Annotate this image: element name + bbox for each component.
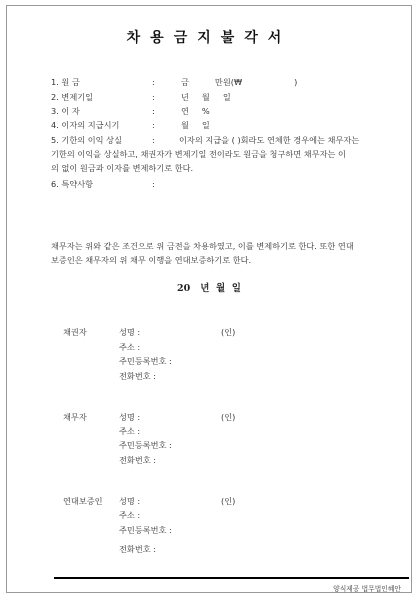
name-label: 성명 :	[119, 496, 141, 506]
phone-label: 전화번호 :	[119, 455, 156, 465]
document-page	[6, 5, 412, 593]
term-value: 연 %	[181, 106, 210, 116]
agreement-statement	[51, 239, 403, 267]
term-value: 월 일	[181, 120, 210, 130]
name-label: 성명 :	[119, 327, 141, 337]
statement-line: 채무자는 위와 같은 조건으로 위 금전을 차용하였고, 이를 변제하기로 한다. 또한 연대	[51, 241, 354, 251]
term-label: 5. 기한의 이익 상실	[51, 135, 122, 145]
address-label: 주소 :	[119, 510, 141, 520]
address-label: 주소 :	[119, 342, 141, 352]
phone-label: 전화번호 :	[119, 371, 156, 381]
seal-mark: (인)	[221, 412, 236, 422]
term-label: 3. 이 자	[51, 106, 80, 116]
term-colon: :	[152, 92, 155, 102]
term-continuation	[51, 147, 401, 175]
term-label: 1. 원 금	[51, 77, 80, 87]
statement-line: 보증인은 채무자의 위 채무 이행을 연대보증하기로 한다.	[51, 255, 252, 265]
continuation-line: 기한의 이익을 상실하고, 채권자가 변제기일 전이라도 원금을 청구하면 채무자는 이	[51, 149, 346, 159]
rrn-label: 주민등록번호 :	[119, 356, 172, 366]
rrn-label: 주민등록번호 :	[119, 440, 172, 450]
term-label: 2. 변제기일	[51, 92, 94, 102]
term-value: 이자의 지급을 ( )회라도 연체한 경우에는 채무자는	[179, 135, 360, 145]
footer-credit: 양식제공 법무법인혜안	[333, 585, 401, 593]
name-label: 성명 :	[119, 412, 141, 422]
term-colon: :	[152, 106, 155, 116]
term-colon: :	[152, 77, 155, 87]
term-label: 4. 이자의 지급시기	[51, 120, 120, 130]
party-role: 채무자	[63, 412, 87, 422]
document-title: 차용금지불각서	[126, 30, 292, 46]
continuation-line: 의 없이 원금과 이자를 변제하기로 한다.	[51, 163, 194, 173]
term-colon: :	[152, 179, 155, 189]
seal-mark: (인)	[221, 496, 236, 506]
term-value: 년 월 일	[181, 92, 231, 102]
address-label: 주소 :	[119, 426, 141, 436]
rrn-label: 주민등록번호 :	[119, 525, 172, 535]
party-role: 채권자	[63, 327, 87, 337]
party-role: 연대보증인	[63, 496, 103, 506]
seal-mark: (인)	[221, 327, 236, 337]
phone-label: 전화번호 :	[119, 544, 156, 554]
term-value: 금 만원(₩ )	[181, 77, 298, 87]
date-line: 20 년 월 일	[177, 283, 241, 294]
footer-rule	[54, 577, 409, 579]
term-label: 6. 특약사항	[51, 179, 94, 189]
term-colon: :	[152, 135, 155, 145]
term-colon: :	[152, 120, 155, 130]
